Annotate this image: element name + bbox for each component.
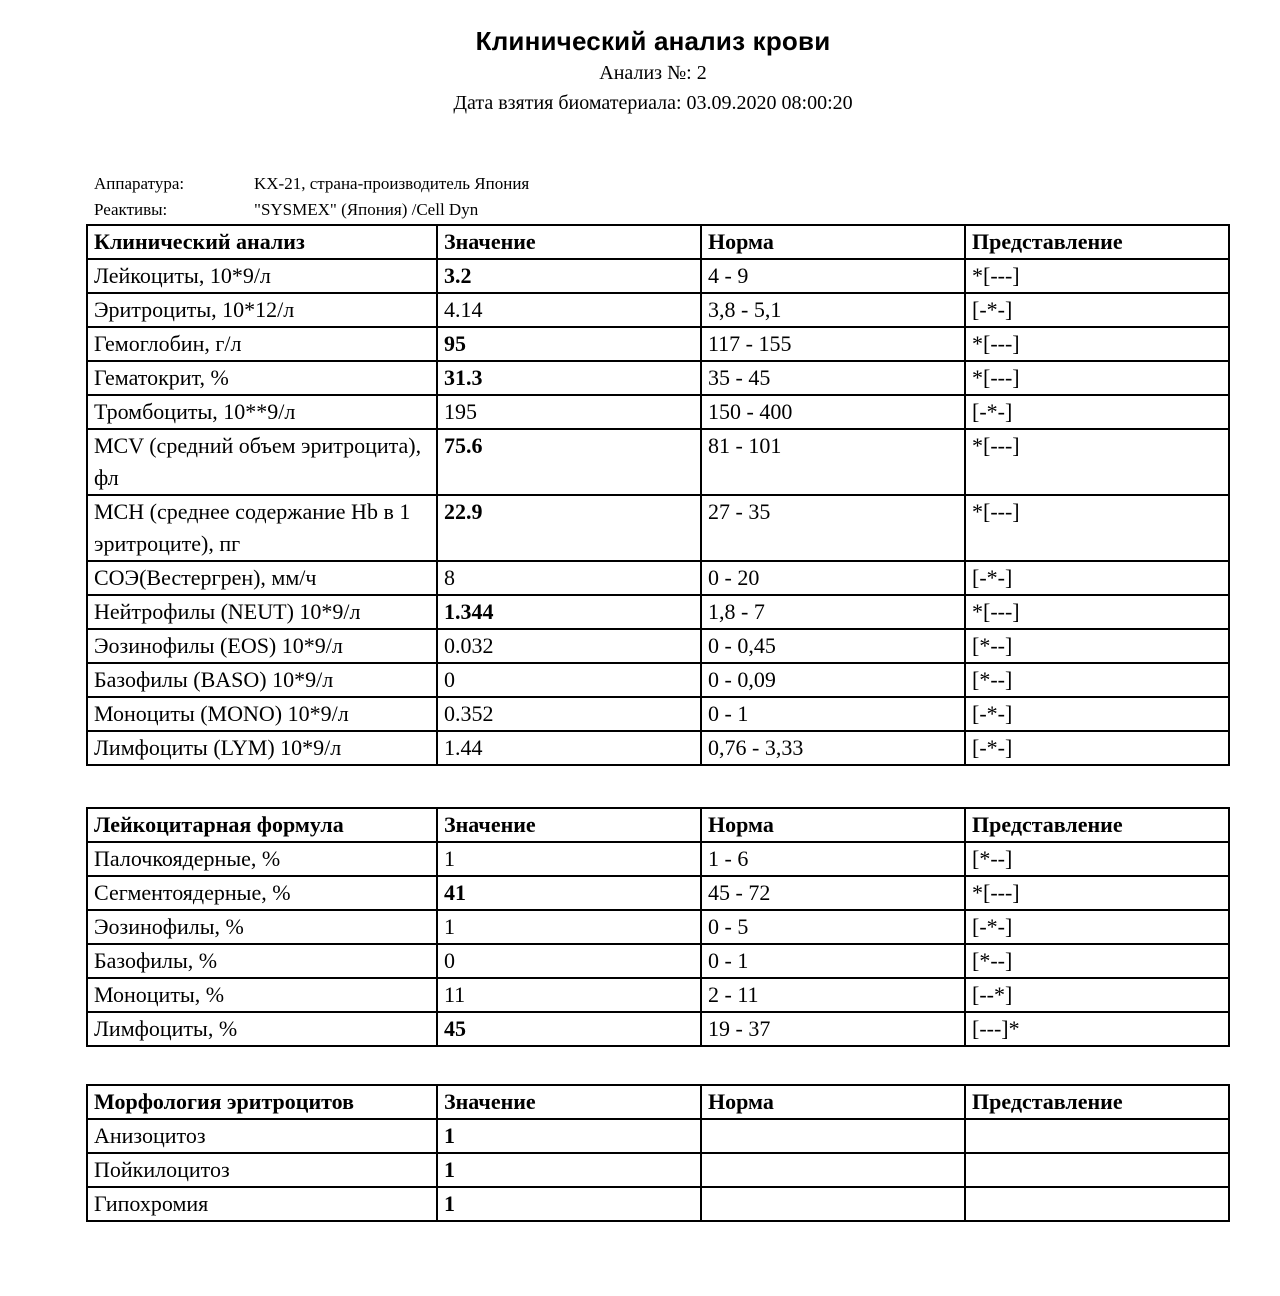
view-cell: *[---] [965,876,1229,910]
table-header-row [87,225,1229,259]
test-name-cell: Гематокрит, % [87,361,437,395]
value-cell: 31.3 [437,361,701,395]
value-cell: 3.2 [437,259,701,293]
value-cell: 1.344 [437,595,701,629]
view-cell: [*--] [965,842,1229,876]
table-row [87,595,1229,629]
norm-cell: 0,76 - 3,33 [701,731,965,765]
table-row [87,395,1229,429]
norm-cell: 35 - 45 [701,361,965,395]
equipment-row [94,171,529,197]
value-cell: 75.6 [437,429,701,495]
norm-cell: 81 - 101 [701,429,965,495]
column-header: Представление [965,1085,1229,1119]
value-cell: 1 [437,1119,701,1153]
norm-cell: 3,8 - 5,1 [701,293,965,327]
test-name-cell: Гемоглобин, г/л [87,327,437,361]
test-name-cell: Моноциты, % [87,978,437,1012]
reagents-row [94,197,529,223]
view-cell: [*--] [965,663,1229,697]
view-cell: [-*-] [965,910,1229,944]
test-name-cell: Эозинофилы, % [87,910,437,944]
norm-cell: 1,8 - 7 [701,595,965,629]
test-name-cell: Базофилы (BASO) 10*9/л [87,663,437,697]
view-cell: [*--] [965,944,1229,978]
view-cell: *[---] [965,429,1229,495]
test-name-cell: Тромбоциты, 10**9/л [87,395,437,429]
table-row [87,731,1229,765]
erythrocyte-morphology-table [86,1084,1230,1222]
value-cell: 11 [437,978,701,1012]
column-header: Лейкоцитарная формула [87,808,437,842]
column-header: Норма [701,225,965,259]
table-row [87,663,1229,697]
test-name-cell: Лейкоциты, 10*9/л [87,259,437,293]
view-cell: *[---] [965,595,1229,629]
value-cell: 22.9 [437,495,701,561]
value-cell: 1 [437,1153,701,1187]
view-cell: [-*-] [965,395,1229,429]
table-row [87,1187,1229,1221]
table-header-row [87,808,1229,842]
column-header: Представление [965,225,1229,259]
table-row [87,429,1229,495]
column-header: Норма [701,1085,965,1119]
view-cell: [-*-] [965,293,1229,327]
sample-date: Дата взятия биоматериала: 03.09.2020 08:00:20 [453,92,853,114]
table-row [87,697,1229,731]
norm-cell: 2 - 11 [701,978,965,1012]
view-cell [965,1119,1229,1153]
view-cell [965,1153,1229,1187]
table-row [87,842,1229,876]
test-name-cell: Лимфоциты (LYM) 10*9/л [87,731,437,765]
reagents-value: "SYSMEX" (Япония) /Cell Dyn [254,200,479,219]
view-cell [965,1187,1229,1221]
value-cell: 45 [437,1012,701,1046]
table-row [87,495,1229,561]
norm-cell: 4 - 9 [701,259,965,293]
test-name-cell: СОЭ(Вестергрен), мм/ч [87,561,437,595]
table-header-row [87,1085,1229,1119]
column-header: Представление [965,808,1229,842]
view-cell: [-*-] [965,561,1229,595]
table-row [87,1153,1229,1187]
test-name-cell: Палочкоядерные, % [87,842,437,876]
table-row [87,361,1229,395]
norm-cell: 0 - 0,09 [701,663,965,697]
value-cell: 195 [437,395,701,429]
clinical-analysis-table [86,224,1230,766]
test-name-cell: Анизоцитоз [87,1119,437,1153]
norm-cell [701,1119,965,1153]
table-row [87,327,1229,361]
value-cell: 4.14 [437,293,701,327]
norm-cell: 0 - 1 [701,944,965,978]
test-name-cell: MCH (среднее содержание Hb в 1 эритроците), пг [87,495,437,561]
view-cell: [---]* [965,1012,1229,1046]
view-cell: [--*] [965,978,1229,1012]
norm-cell: 1 - 6 [701,842,965,876]
norm-cell: 0 - 5 [701,910,965,944]
norm-cell: 27 - 35 [701,495,965,561]
analysis-number: Анализ №: 2 [599,62,707,84]
column-header: Морфология эритроцитов [87,1085,437,1119]
test-name-cell: Гипохромия [87,1187,437,1221]
table-row [87,944,1229,978]
view-cell: [*--] [965,629,1229,663]
value-cell: 1.44 [437,731,701,765]
norm-cell: 0 - 0,45 [701,629,965,663]
column-header: Норма [701,808,965,842]
report-header [0,24,1280,118]
value-cell: 0 [437,944,701,978]
leukocyte-formula-table [86,807,1230,1047]
norm-cell [701,1153,965,1187]
view-cell: *[---] [965,259,1229,293]
table-row [87,293,1229,327]
value-cell: 1 [437,910,701,944]
column-header: Клинический анализ [87,225,437,259]
table-row [87,876,1229,910]
value-cell: 1 [437,842,701,876]
test-name-cell: MCV (средний объем эритроцита), фл [87,429,437,495]
test-name-cell: Лимфоциты, % [87,1012,437,1046]
test-name-cell: Эозинофилы (EOS) 10*9/л [87,629,437,663]
column-header: Значение [437,225,701,259]
column-header: Значение [437,808,701,842]
test-name-cell: Моноциты (MONO) 10*9/л [87,697,437,731]
table-row [87,978,1229,1012]
table-row [87,1012,1229,1046]
table-row [87,259,1229,293]
view-cell: [-*-] [965,697,1229,731]
table-row [87,1119,1229,1153]
test-name-cell: Сегментоядерные, % [87,876,437,910]
value-cell: 0 [437,663,701,697]
value-cell: 0.032 [437,629,701,663]
norm-cell: 0 - 1 [701,697,965,731]
test-name-cell: Пойкилоцитоз [87,1153,437,1187]
value-cell: 41 [437,876,701,910]
norm-cell: 19 - 37 [701,1012,965,1046]
table-row [87,561,1229,595]
value-cell: 0.352 [437,697,701,731]
equipment-value: KX-21, страна-производитель Япония [254,174,530,193]
value-cell: 8 [437,561,701,595]
report-title: Клинический анализ крови [475,26,831,56]
test-name-cell: Базофилы, % [87,944,437,978]
table-row [87,629,1229,663]
test-name-cell: Эритроциты, 10*12/л [87,293,437,327]
norm-cell: 45 - 72 [701,876,965,910]
view-cell: *[---] [965,361,1229,395]
view-cell: *[---] [965,327,1229,361]
reagents-label: Реактивы: [94,200,168,219]
column-header: Значение [437,1085,701,1119]
test-name-cell: Нейтрофилы (NEUT) 10*9/л [87,595,437,629]
norm-cell: 117 - 155 [701,327,965,361]
value-cell: 1 [437,1187,701,1221]
norm-cell [701,1187,965,1221]
view-cell: [-*-] [965,731,1229,765]
value-cell: 95 [437,327,701,361]
norm-cell: 150 - 400 [701,395,965,429]
view-cell: *[---] [965,495,1229,561]
table-row [87,910,1229,944]
norm-cell: 0 - 20 [701,561,965,595]
equipment-label: Аппаратура: [94,174,185,193]
equipment-info [94,171,529,223]
